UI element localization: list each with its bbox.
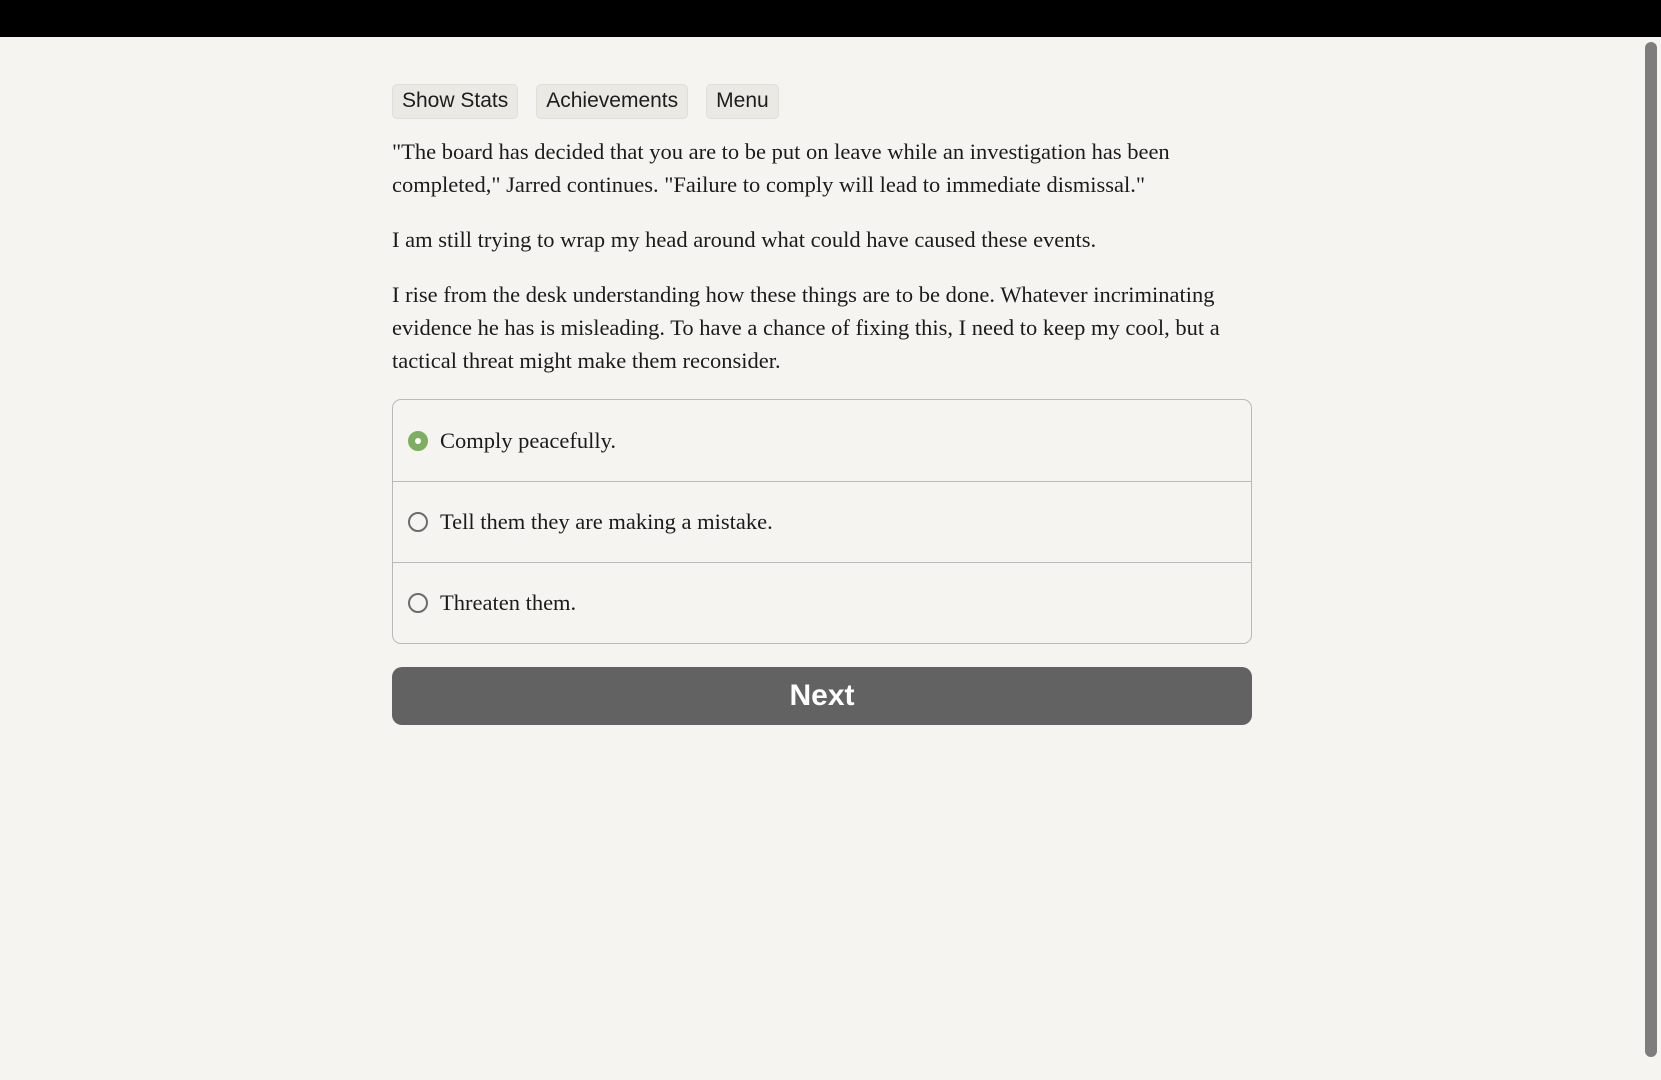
- story-text: [392, 135, 1252, 377]
- browser-top-bar: [0, 0, 1661, 37]
- achievements-button[interactable]: Achievements: [536, 84, 688, 119]
- choice-threaten[interactable]: [393, 562, 1251, 643]
- radio-empty-icon[interactable]: [408, 593, 428, 613]
- choice-label: Threaten them.: [440, 590, 577, 615]
- scrollbar-thumb[interactable]: [1645, 42, 1657, 1057]
- radio-empty-icon[interactable]: [408, 512, 428, 532]
- show-stats-button[interactable]: Show Stats: [392, 84, 518, 119]
- menu-button[interactable]: Menu: [706, 84, 779, 119]
- radio-selected-icon[interactable]: [408, 431, 428, 451]
- menu-row: [392, 84, 1252, 119]
- next-button[interactable]: Next: [392, 667, 1252, 725]
- story-paragraph: I rise from the desk understanding how these things are to be done. Whatever incriminating evidence he has is misleading. To have a chance of fixing this, I need to keep my cool, but a tactical threat might make them reconsider.: [392, 282, 1220, 373]
- choice-label: Comply peacefully.: [440, 427, 616, 453]
- choice-tell-mistake[interactable]: [393, 481, 1251, 562]
- choice-comply-peacefully[interactable]: [393, 400, 1251, 481]
- choice-label: Tell them they are making a mistake.: [440, 509, 773, 534]
- game-content: [392, 84, 1252, 725]
- choice-list: [392, 399, 1252, 644]
- story-paragraph: I am still trying to wrap my head around what could have caused these events.: [392, 227, 1097, 252]
- story-paragraph: "The board has decided that you are to be put on leave while an investigation has been completed," Jarred continues. "Failure to comply will lead to immediate dismissal.": [392, 139, 1170, 197]
